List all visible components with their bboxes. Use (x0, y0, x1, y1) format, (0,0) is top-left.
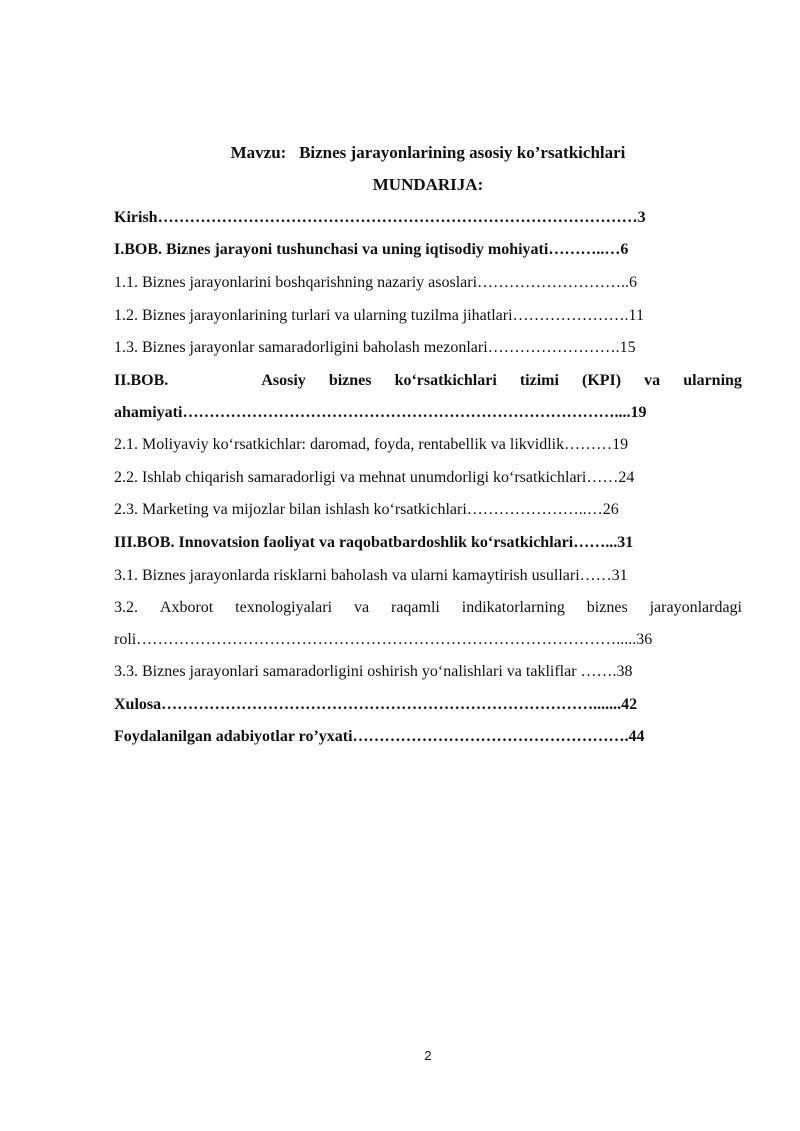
toc-word: jarayonlardagi (649, 599, 742, 616)
toc-entry-3-1: 3.1. Biznes jarayonlarda risklarni baholash va ularni kamaytirish usullari……31 (114, 567, 628, 584)
toc-word: indikatorlarning (461, 599, 565, 616)
toc-entry-3-2-line-1 (114, 598, 742, 618)
document-title: Mavzu: Biznes jarayonlarining asosiy ko’rsatkichlari (230, 143, 626, 162)
toc-entry-2-1: 2.1. Moliyaviy ko‘rsatkichlar: daromad, foyda, rentabellik va likvidlik………19 (114, 436, 629, 453)
toc-entry-3-3: 3.3. Biznes jarayonlari samaradorligini oshirish yo‘nalishlari va takliflar …….38 (114, 663, 633, 680)
toc-entry-1-1: 1.1. Biznes jarayonlarini boshqarishning nazariy asoslari………………………..6 (114, 274, 638, 291)
toc-word: biznes (586, 599, 628, 616)
toc-word: 3.2. (114, 599, 138, 616)
toc-word: va (644, 372, 661, 389)
page-number: 2 (424, 1048, 432, 1063)
toc-entry-3-2-line-2: roli……………………………………………………………………………….....36 (114, 631, 653, 648)
toc-word: biznes (328, 372, 372, 389)
toc-word: Asosiy (261, 372, 306, 389)
toc-entry-1-2: 1.2. Biznes jarayonlarining turlari va ularning tuzilma jihatlari………………….11 (114, 307, 644, 324)
toc-word: II.BOB. (114, 372, 169, 389)
toc-entry-references: Foydalanilgan adabiyotlar ro’yxati…………………………………………….44 (114, 728, 645, 745)
toc-word: texnologiyalari (235, 599, 333, 616)
toc-heading: MUNDARIJA: (372, 175, 484, 194)
toc-entry-2-3: 2.3. Marketing va mijozlar bilan ishlash ko‘rsatkichlari…………………..…26 (114, 501, 619, 518)
toc-word: raqamli (390, 599, 440, 616)
toc-word: ko‘rsatkichlari (394, 372, 497, 389)
toc-entry-conclusion: Xulosa……………………………………………………………………….......42 (114, 696, 638, 713)
toc-word: (KPI) (582, 372, 622, 389)
toc-entry-2-2: 2.2. Ishlab chiqarish samaradorligi va mehnat unumdorligi ko‘rsatkichlari……24 (114, 469, 635, 486)
toc-word: Axborot (159, 599, 214, 616)
toc-entry-chapter-3: III.BOB. Innovatsion faoliyat va raqobatbardoshlik ko‘rsatkichlari……...31 (114, 534, 634, 551)
toc-word: va (353, 599, 370, 616)
toc-word: ularning (683, 372, 742, 389)
toc-entry-chapter-2-line-1 (114, 371, 742, 391)
toc-entry-introduction: Kirish………………………………………………………………………………3 (114, 209, 646, 226)
toc-entry-chapter-1: I.BOB. Biznes jarayoni tushunchasi va uning iqtisodiy mohiyati………..…6 (114, 241, 629, 258)
toc-word: tizimi (519, 372, 559, 389)
toc-entry-1-3: 1.3. Biznes jarayonlar samaradorligini baholash mezonlari…………………….15 (114, 339, 636, 356)
toc-entry-chapter-2-line-2: ahamiyati………………………………………………………………………....19 (114, 404, 647, 421)
